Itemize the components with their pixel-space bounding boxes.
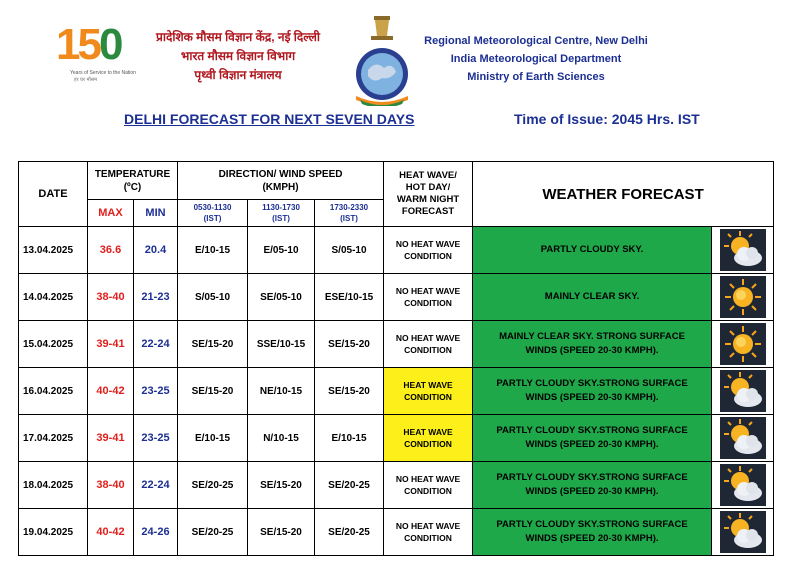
- heat-status-line: HEAT WAVE: [403, 380, 453, 390]
- logo-number: 150: [56, 20, 121, 69]
- row-heat-status: [384, 368, 473, 415]
- hindi-line: पृथ्वी विज्ञान मंत्रालय: [194, 68, 282, 82]
- row-min-temp: 22-24: [134, 321, 178, 368]
- row-wind-afternoon: SSE/10-15: [248, 321, 315, 368]
- table-row: [19, 462, 774, 509]
- row-date: 14.04.2025: [19, 274, 88, 321]
- row-wind-afternoon: SE/15-20: [248, 509, 315, 556]
- partly-cloudy-icon: [720, 464, 766, 506]
- row-wind-morning: SE/15-20: [178, 368, 248, 415]
- header-temperature-unit: (ºC): [123, 181, 142, 193]
- slot-zone: (IST): [203, 214, 222, 223]
- row-weather-icon-cell: [712, 368, 774, 415]
- row-max-temp: 38-40: [88, 462, 134, 509]
- heat-status-line: CONDITION: [404, 298, 452, 308]
- header-min: MIN: [134, 200, 178, 227]
- heat-status-line: NO HEAT WAVE: [395, 474, 461, 484]
- table-row: [19, 227, 774, 274]
- imd-150-years-logo: [56, 20, 136, 90]
- row-weather-forecast: [473, 462, 712, 509]
- hindi-line: प्रादेशिक मौसम विज्ञान केंद्र, नई दिल्ली: [156, 30, 320, 44]
- table-row: [19, 509, 774, 556]
- row-wind-afternoon: E/05-10: [248, 227, 315, 274]
- row-date: 15.04.2025: [19, 321, 88, 368]
- header-wind-label: DIRECTION/ WIND SPEED: [218, 168, 343, 180]
- header-weather-forecast: WEATHER FORECAST: [473, 162, 774, 227]
- forecast-line: PARTLY CLOUDY SKY.STRONG SURFACE: [496, 519, 688, 530]
- imd-emblem-icon: [346, 14, 418, 106]
- english-line: India Meteorological Department: [450, 53, 622, 65]
- header-wind: [178, 162, 384, 200]
- heat-status-line: CONDITION: [404, 251, 452, 261]
- row-wind-morning: S/05-10: [178, 274, 248, 321]
- row-wind-evening: S/05-10: [315, 227, 384, 274]
- row-date: 17.04.2025: [19, 415, 88, 462]
- heat-status-line: NO HEAT WAVE: [395, 333, 461, 343]
- row-wind-evening: SE/15-20: [315, 368, 384, 415]
- row-weather-icon-cell: [712, 509, 774, 556]
- table-row: [19, 321, 774, 368]
- row-wind-morning: E/10-15: [178, 227, 248, 274]
- row-weather-icon-cell: [712, 415, 774, 462]
- header-heat-line: FORECAST: [401, 206, 455, 217]
- header-heat-line: WARM NIGHT: [396, 194, 460, 205]
- forecast-line: PARTLY CLOUDY SKY.: [540, 244, 644, 255]
- row-wind-afternoon: SE/05-10: [248, 274, 315, 321]
- header-slot-3: [315, 200, 384, 227]
- row-heat-status: [384, 509, 473, 556]
- row-min-temp: 24-26: [134, 509, 178, 556]
- forecast-line: PARTLY CLOUDY SKY.STRONG SURFACE: [496, 378, 688, 389]
- slot-zone: (IST): [272, 214, 290, 223]
- forecast-table: [18, 161, 774, 556]
- header-wind-unit: (KMPH): [262, 181, 299, 193]
- heat-status-line: CONDITION: [404, 533, 452, 543]
- english-line: Regional Meteorological Centre, New Delhi: [424, 35, 648, 47]
- heat-status-line: NO HEAT WAVE: [395, 286, 461, 296]
- row-max-temp: 39-41: [88, 321, 134, 368]
- row-wind-evening: E/10-15: [315, 415, 384, 462]
- partly-cloudy-icon: [720, 229, 766, 271]
- row-weather-icon-cell: [712, 462, 774, 509]
- forecast-line: MAINLY CLEAR SKY. STRONG SURFACE: [499, 331, 685, 342]
- row-min-temp: 22-24: [134, 462, 178, 509]
- row-heat-status: [384, 227, 473, 274]
- logo-subtitle: Years of Service to the Nation: [70, 70, 136, 76]
- row-wind-morning: SE/15-20: [178, 321, 248, 368]
- hindi-org-name: [138, 28, 338, 85]
- row-weather-forecast: [473, 368, 712, 415]
- forecast-rows: [19, 227, 774, 556]
- row-max-temp: 39-41: [88, 415, 134, 462]
- sunny-icon: [720, 323, 766, 365]
- row-weather-forecast: [473, 227, 712, 274]
- row-date: 19.04.2025: [19, 509, 88, 556]
- row-wind-afternoon: N/10-15: [248, 415, 315, 462]
- issue-time: Time of Issue: 2045 Hrs. IST: [514, 111, 700, 127]
- row-max-temp: 40-42: [88, 368, 134, 415]
- row-wind-afternoon: NE/10-15: [248, 368, 315, 415]
- header-max: MAX: [88, 200, 134, 227]
- header-temperature: [88, 162, 178, 200]
- row-weather-forecast: [473, 509, 712, 556]
- row-date: 16.04.2025: [19, 368, 88, 415]
- forecast-line: WINDS (SPEED 20-30 KMPH).: [525, 439, 659, 450]
- header-slot-2: [248, 200, 315, 227]
- row-max-temp: 40-42: [88, 509, 134, 556]
- forecast-line: WINDS (SPEED 20-30 KMPH).: [525, 392, 659, 403]
- row-min-temp: 23-25: [134, 415, 178, 462]
- heat-status-line: CONDITION: [404, 486, 452, 496]
- forecast-line: PARTLY CLOUDY SKY.STRONG SURFACE: [496, 472, 688, 483]
- row-wind-evening: SE/20-25: [315, 462, 384, 509]
- row-heat-status: [384, 274, 473, 321]
- heat-status-line: HEAT WAVE: [403, 427, 453, 437]
- english-line: Ministry of Earth Sciences: [467, 71, 605, 83]
- slot-time: 0530-1130: [193, 203, 232, 212]
- partly-cloudy-icon: [720, 511, 766, 553]
- row-heat-status: [384, 415, 473, 462]
- forecast-line: WINDS (SPEED 20-30 KMPH).: [525, 486, 659, 497]
- english-org-name: [420, 32, 652, 86]
- row-date: 13.04.2025: [19, 227, 88, 274]
- row-max-temp: 36.6: [88, 227, 134, 274]
- partly-cloudy-icon: [720, 370, 766, 412]
- forecast-line: PARTLY CLOUDY SKY.STRONG SURFACE: [496, 425, 688, 436]
- heat-status-line: CONDITION: [404, 392, 452, 402]
- forecast-title: DELHI FORECAST FOR NEXT SEVEN DAYS: [124, 111, 415, 127]
- sunny-icon: [720, 276, 766, 318]
- partly-cloudy-icon: [720, 417, 766, 459]
- heat-status-line: NO HEAT WAVE: [395, 239, 461, 249]
- forecast-line: WINDS (SPEED 20-30 KMPH).: [525, 533, 659, 544]
- table-row: [19, 415, 774, 462]
- row-min-temp: 23-25: [134, 368, 178, 415]
- header-heat-forecast: [384, 162, 473, 227]
- row-wind-evening: SE/20-25: [315, 509, 384, 556]
- slot-zone: (IST): [340, 214, 358, 223]
- table-row: [19, 368, 774, 415]
- row-heat-status: [384, 462, 473, 509]
- row-wind-morning: E/10-15: [178, 415, 248, 462]
- row-weather-forecast: [473, 274, 712, 321]
- row-wind-afternoon: SE/15-20: [248, 462, 315, 509]
- row-heat-status: [384, 321, 473, 368]
- row-wind-evening: SE/15-20: [315, 321, 384, 368]
- row-weather-icon-cell: [712, 321, 774, 368]
- table-row: [19, 274, 774, 321]
- row-min-temp: 21-23: [134, 274, 178, 321]
- header-temperature-label: TEMPERATURE: [94, 168, 171, 180]
- heat-status-line: CONDITION: [404, 345, 452, 355]
- logo-tagline: हर घर मौसम: [74, 77, 98, 83]
- row-weather-icon-cell: [712, 274, 774, 321]
- forecast-line: WINDS (SPEED 20-30 KMPH).: [525, 345, 659, 356]
- row-date: 18.04.2025: [19, 462, 88, 509]
- row-wind-morning: SE/20-25: [178, 462, 248, 509]
- row-weather-forecast: [473, 415, 712, 462]
- forecast-line: MAINLY CLEAR SKY.: [544, 291, 640, 302]
- row-min-temp: 20.4: [134, 227, 178, 274]
- row-weather-icon-cell: [712, 227, 774, 274]
- slot-time: 1730-2330: [329, 203, 369, 212]
- row-max-temp: 38-40: [88, 274, 134, 321]
- header-heat-line: HEAT WAVE/: [399, 170, 457, 181]
- row-wind-morning: SE/20-25: [178, 509, 248, 556]
- hindi-line: भारत मौसम विज्ञान विभाग: [180, 49, 296, 63]
- header-slot-1: [178, 200, 248, 227]
- heat-status-line: NO HEAT WAVE: [395, 521, 461, 531]
- row-weather-forecast: [473, 321, 712, 368]
- header-date: DATE: [19, 162, 88, 227]
- slot-time: 1130-1730: [262, 203, 300, 212]
- heat-status-line: CONDITION: [404, 439, 452, 449]
- header-heat-line: HOT DAY/: [405, 182, 451, 193]
- row-wind-evening: ESE/10-15: [315, 274, 384, 321]
